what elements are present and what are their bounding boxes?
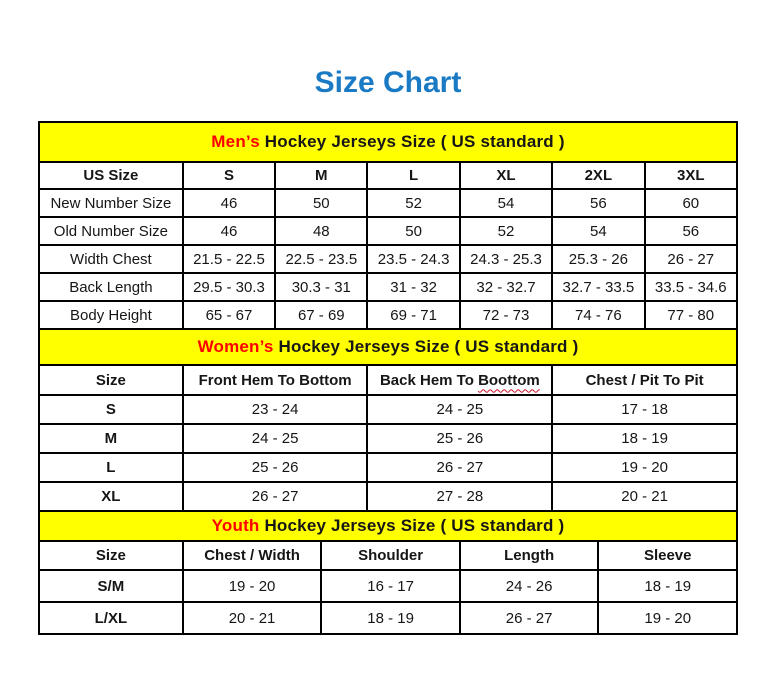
youth-size-table xyxy=(38,510,738,635)
row-label: L/XL xyxy=(39,602,183,634)
mens-column-header: 3XL xyxy=(645,162,737,189)
row-label: Body Height xyxy=(39,301,183,329)
table-row xyxy=(39,453,737,482)
table-row xyxy=(39,395,737,424)
mens-title-highlight: Men’s xyxy=(211,132,260,151)
mens-column-header: L xyxy=(367,162,459,189)
womens-column-header: Front Hem To Bottom xyxy=(183,365,368,395)
size-cell: 17 - 18 xyxy=(552,395,737,424)
table-row xyxy=(39,424,737,453)
size-cell: 56 xyxy=(552,189,644,217)
youth-column-header: Sleeve xyxy=(598,541,737,570)
size-cell: 46 xyxy=(183,217,275,245)
size-chart-tables xyxy=(38,121,738,635)
size-cell: 26 - 27 xyxy=(183,482,368,511)
size-cell: 18 - 19 xyxy=(598,570,737,602)
youth-header-row xyxy=(39,541,737,570)
size-cell: 48 xyxy=(275,217,367,245)
size-cell: 26 - 27 xyxy=(460,602,599,634)
row-label: Back Length xyxy=(39,273,183,301)
mens-column-header: M xyxy=(275,162,367,189)
row-label: New Number Size xyxy=(39,189,183,217)
size-cell: 26 - 27 xyxy=(367,453,552,482)
womens-size-table xyxy=(38,328,738,512)
row-label: L xyxy=(39,453,183,482)
table-row xyxy=(39,602,737,634)
size-cell: 69 - 71 xyxy=(367,301,459,329)
size-cell: 16 - 17 xyxy=(321,570,460,602)
youth-column-header: Chest / Width xyxy=(183,541,322,570)
mens-table-title xyxy=(39,122,737,162)
size-cell: 24 - 26 xyxy=(460,570,599,602)
size-cell: 50 xyxy=(275,189,367,217)
mens-column-header: US Size xyxy=(39,162,183,189)
mens-size-table xyxy=(38,121,738,330)
row-label: S xyxy=(39,395,183,424)
mens-column-header: 2XL xyxy=(552,162,644,189)
womens-title-highlight: Women’s xyxy=(197,337,274,356)
size-cell: 19 - 20 xyxy=(183,570,322,602)
size-cell: 29.5 - 30.3 xyxy=(183,273,275,301)
womens-title-rest: Hockey Jerseys Size ( US standard ) xyxy=(273,337,579,356)
size-cell: 26 - 27 xyxy=(645,245,737,273)
size-cell: 77 - 80 xyxy=(645,301,737,329)
row-label: XL xyxy=(39,482,183,511)
size-cell: 33.5 - 34.6 xyxy=(645,273,737,301)
mens-column-header: XL xyxy=(460,162,552,189)
row-label: Old Number Size xyxy=(39,217,183,245)
womens-header-row xyxy=(39,365,737,395)
row-label: M xyxy=(39,424,183,453)
mens-column-header: S xyxy=(183,162,275,189)
size-cell: 32 - 32.7 xyxy=(460,273,552,301)
table-row xyxy=(39,570,737,602)
size-cell: 46 xyxy=(183,189,275,217)
size-cell: 24 - 25 xyxy=(367,395,552,424)
size-cell: 24 - 25 xyxy=(183,424,368,453)
page-title: Size Chart xyxy=(314,66,462,99)
table-row xyxy=(39,217,737,245)
size-cell: 32.7 - 33.5 xyxy=(552,273,644,301)
womens-column-header: Size xyxy=(39,365,183,395)
table-row xyxy=(39,482,737,511)
youth-table-title xyxy=(39,511,737,541)
size-cell: 72 - 73 xyxy=(460,301,552,329)
size-cell: 74 - 76 xyxy=(552,301,644,329)
size-cell: 25 - 26 xyxy=(183,453,368,482)
size-cell: 52 xyxy=(367,189,459,217)
size-cell: 19 - 20 xyxy=(598,602,737,634)
womens-table-title xyxy=(39,329,737,365)
size-cell: 54 xyxy=(552,217,644,245)
womens-column-header-misspelled xyxy=(367,365,552,395)
size-cell: 27 - 28 xyxy=(367,482,552,511)
mens-title-rest: Hockey Jerseys Size ( US standard ) xyxy=(259,132,565,151)
table-row xyxy=(39,189,737,217)
youth-band-row xyxy=(39,511,737,541)
table-row xyxy=(39,301,737,329)
row-label: Width Chest xyxy=(39,245,183,273)
size-cell: 20 - 21 xyxy=(552,482,737,511)
size-cell: 24.3 - 25.3 xyxy=(460,245,552,273)
row-label: S/M xyxy=(39,570,183,602)
size-cell: 52 xyxy=(460,217,552,245)
youth-title-rest: Hockey Jerseys Size ( US standard ) xyxy=(259,516,565,535)
size-cell: 54 xyxy=(460,189,552,217)
youth-column-header: Length xyxy=(460,541,599,570)
size-cell: 30.3 - 31 xyxy=(275,273,367,301)
youth-column-header: Size xyxy=(39,541,183,570)
size-cell: 31 - 32 xyxy=(367,273,459,301)
youth-title-highlight: Youth xyxy=(211,516,260,535)
womens-column-header: Chest / Pit To Pit xyxy=(552,365,737,395)
mens-header-row xyxy=(39,162,737,189)
size-cell: 50 xyxy=(367,217,459,245)
table-row xyxy=(39,245,737,273)
size-cell: 25 - 26 xyxy=(367,424,552,453)
misspell-word: Boottom xyxy=(478,371,540,389)
size-cell: 22.5 - 23.5 xyxy=(275,245,367,273)
size-cell: 18 - 19 xyxy=(552,424,737,453)
size-cell: 25.3 - 26 xyxy=(552,245,644,273)
size-cell: 23.5 - 24.3 xyxy=(367,245,459,273)
size-cell: 56 xyxy=(645,217,737,245)
size-cell: 60 xyxy=(645,189,737,217)
size-cell: 20 - 21 xyxy=(183,602,322,634)
table-row xyxy=(39,273,737,301)
misspell-prefix: Back Hem To xyxy=(379,371,479,389)
youth-column-header: Shoulder xyxy=(321,541,460,570)
mens-band-row xyxy=(39,122,737,162)
size-cell: 18 - 19 xyxy=(321,602,460,634)
womens-band-row xyxy=(39,329,737,365)
size-cell: 23 - 24 xyxy=(183,395,368,424)
size-cell: 19 - 20 xyxy=(552,453,737,482)
size-cell: 21.5 - 22.5 xyxy=(183,245,275,273)
size-cell: 65 - 67 xyxy=(183,301,275,329)
size-cell: 67 - 69 xyxy=(275,301,367,329)
